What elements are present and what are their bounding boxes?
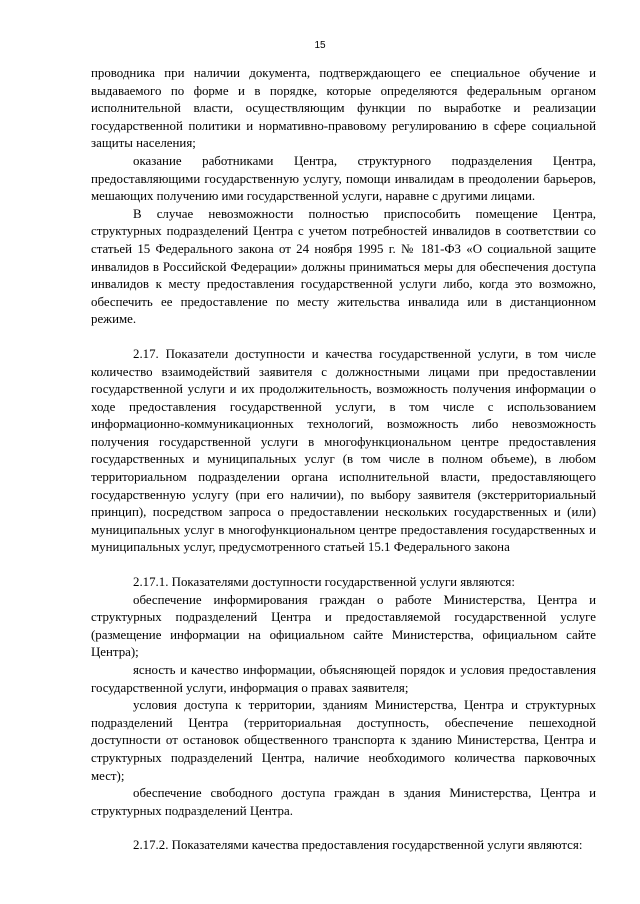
paragraph: обеспечение свободного доступа граждан в здания Министерства, Центра и структурных подразделений Центра. xyxy=(91,786,596,818)
paragraph: оказание работниками Центра, структурного подразделения Центра, предоставляющими государственную услугу, помощи инвалидам в преодолении барьеров, мешающих получению ими государственной услуги, наравне с другими лицами. xyxy=(91,153,596,204)
paragraph: обеспечение информирования граждан о работе Министерства, Центра и структурных подразделений Центра и предоставляемой государственной услуге (размещение информации на официальном сайте Министерства, официальном сайте Центра); xyxy=(91,592,596,660)
paragraph: проводника при наличии документа, подтверждающего ее специальное обучение и выдаваемого по форме и в порядке, которые определяются федеральным органом исполнительной власти, осуществляющим функции по выработке и реализации государственной политики и нормативно-правовому регулированию в сфере социальной защиты населения; xyxy=(91,66,596,151)
paragraph: условия доступа к территории, зданиям Министерства, Центра и структурных подразделений Центра (территориальная доступность, обеспечение пешеходной доступности от остановок общественного транспорта к зданию Министерства, Центра и структурных подразделений Центра, наличие необходимого количества парковочных мест); xyxy=(91,698,596,783)
paragraph: ясность и качество информации, объясняющей порядок и условия предоставления государственной услуги, информация о правах заявителя; xyxy=(91,663,596,695)
paragraph: 2.17. Показатели доступности и качества государственной услуги, в том числе количество взаимодействий заявителя с должностными лицами при предоставлении государственной услуги и их продолжительность, возможность получения информации о ходе предоставления государственной услуги, в том числе с использованием информационно-коммуникационных технологий, возможность либо невозможность получения государственной услуги в многофункциональном центре предоставления государственных и муниципальных услуг (в том числе в полном объеме), в любом территориальном подразделении органа исполнительной власти, предоставляющего государственную услугу (при его наличии), по выбору заявителя (экстерриториальный принцип), посредством запроса о предоставлении нескольких государственных и (или) муниципальных услуг в многофункциональном центре предоставления государственных и муниципальных услуг, предусмотренного статьей 15.1 Федерального закона xyxy=(91,346,596,555)
paragraph: 2.17.1. Показателями доступности государственной услуги являются: xyxy=(133,575,515,590)
document-body xyxy=(91,65,596,855)
paragraph: 2.17.2. Показателями качества предоставления государственной услуги являются: xyxy=(133,838,583,853)
paragraph: В случае невозможности полностью приспособить помещение Центра, структурных подразделений Центра с учетом потребностей инвалидов в соответствии со статьей 15 Федерального закона от 24 ноября 1995 г. № 181-ФЗ «О социальной защите инвалидов в Российской Федерации» должны приниматься меры для обеспечения доступа инвалидов к месту предоставления государственной услуги либо, когда это возможно, обеспечить ее предоставление по месту жительства инвалида или в дистанционном режиме. xyxy=(91,206,596,327)
page-number: 15 xyxy=(314,40,326,51)
